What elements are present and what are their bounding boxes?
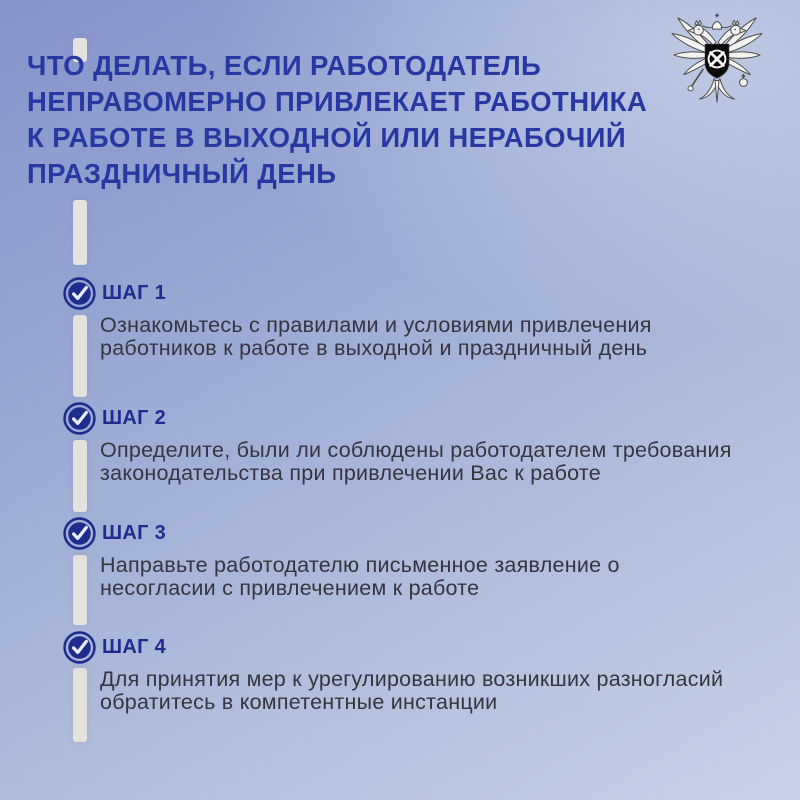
step-text-line: Для принятия мер к урегулированию возникших разногласий [100, 667, 724, 691]
step-2-header [63, 402, 773, 435]
step-text-line: законодательства при привлечении Вас к работе [100, 461, 601, 486]
step-label: ШАГ 1 [102, 282, 167, 304]
step-label: ШАГ 2 [102, 407, 167, 429]
title-line: К РАБОТЕ В ВЫХОДНОЙ ИЛИ НЕРАБОЧИЙ [27, 122, 626, 153]
title-line: ЧТО ДЕЛАТЬ, ЕСЛИ РАБОТОДАТЕЛЬ [27, 50, 542, 81]
step-3-header [63, 517, 773, 550]
check-circle-icon [63, 402, 96, 435]
step-text [100, 554, 773, 601]
step-text [100, 439, 773, 486]
title-line: ПРАЗДНИЧНЫЙ ДЕНЬ [27, 158, 337, 189]
step-text-line: работников к работе в выходной и праздничный день [100, 336, 648, 361]
page-title [27, 48, 647, 192]
step-1-header [63, 277, 773, 310]
check-circle-icon [63, 517, 96, 550]
double-headed-eagle-emblem [668, 12, 766, 106]
step-label: ШАГ 3 [102, 522, 167, 544]
step-4-header [63, 631, 773, 664]
step-1 [63, 277, 773, 361]
step-text-line: Направьте работодателю письменное заявление о [100, 553, 620, 577]
check-circle-icon [63, 277, 96, 310]
step-4 [63, 631, 773, 715]
step-text-line: Ознакомьтесь с правилами и условиями привлечения [100, 313, 652, 337]
step-text [100, 668, 773, 715]
timeline-segment [73, 200, 87, 265]
step-2 [63, 402, 773, 486]
step-text [100, 314, 773, 361]
title-line: НЕПРАВОМЕРНО ПРИВЛЕКАЕТ РАБОТНИКА [27, 86, 648, 117]
step-text-line: обратитесь в компетентные инстанции [100, 690, 498, 715]
check-circle-icon [63, 631, 96, 664]
step-3 [63, 517, 773, 601]
step-label: ШАГ 4 [102, 636, 167, 658]
step-text-line: несогласии с привлечением к работе [100, 576, 480, 601]
step-text-line: Определите, были ли соблюдены работодателем требования [100, 438, 732, 462]
